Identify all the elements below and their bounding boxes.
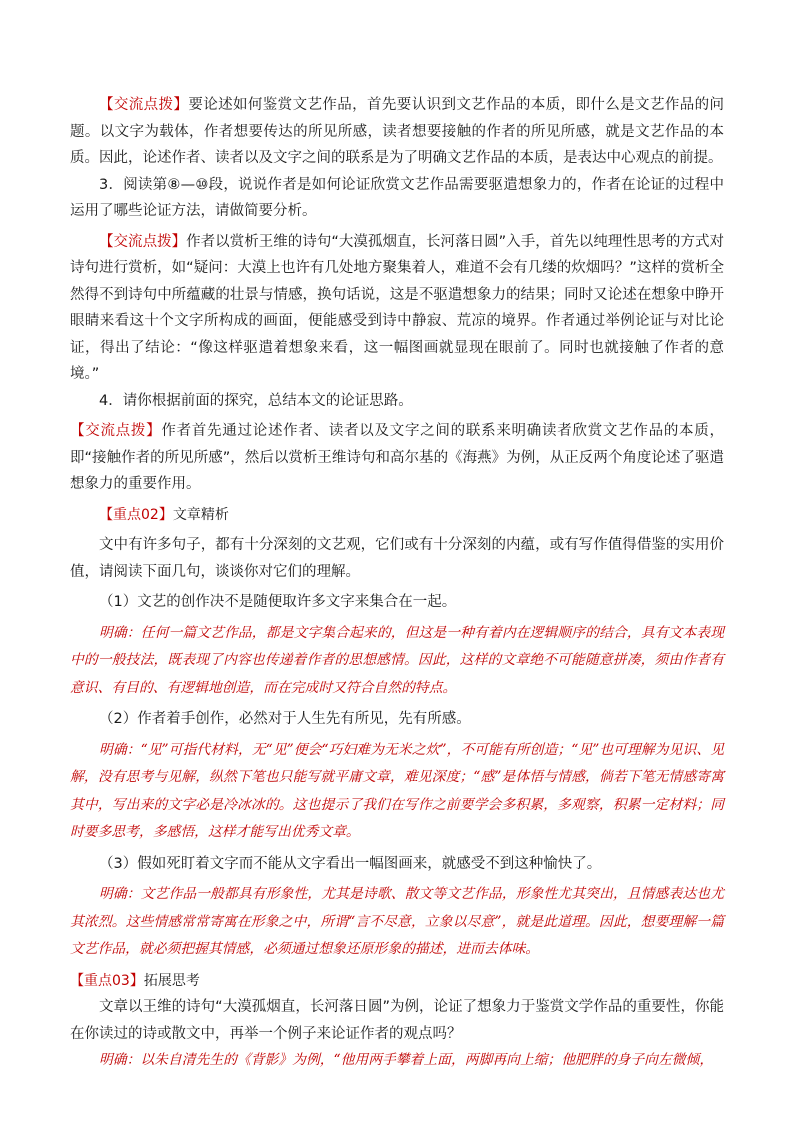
tip-tag: 【交流点拨】 [99, 233, 187, 250]
tip-tag: 【交流点拨】 [70, 423, 162, 439]
clarification-2: 明确：“见”可指代材料，无“见”便会“巧妇难为无米之炊”，不可能有所创造；“见”也可理解为见识、见解，没有思考与见解，纵然下笔也只能写就平庸文章，难见深度；“感”是体悟与情感，倘若下笔无情感寄寓其中，写出来的文字必是冷冰冰的。这也提示了我们在写作之前要学会多积累，多观察，积累一定材料；同时要多思考，多感悟，这样才能写出优秀文章。 [70, 741, 724, 840]
question-3: 3．阅读第⑧—⑩段，说说作者是如何论证欣赏文艺作品需要驱遣想象力的，作者在论证的过程中运用了哪些论证方法，请做简要分析。 [70, 176, 724, 219]
clarification-1: 明确：任何一篇文艺作品，都是文字集合起来的，但这是一种有着内在逻辑顺序的结合，具有文本表现中的一般技法，既表现了内容也传递着作者的思想感情。因此，这样的文章绝不可能随意拼凑，须由作者有意识、有目的、有逻辑地创造，而在完成时又符合自然的特点。 [70, 624, 724, 696]
tip-tag: 【交流点拨】 [99, 97, 189, 113]
sentence-1: （1）文艺的创作决不是随便取许多文字来集合在一起。 [99, 594, 457, 610]
answer-paragraph-4: 【交流点拨】作者首先通过论述作者、读者以及文字之间的联系来明确读者欣赏文艺作品的本质，即“接触作者的所见所感”，然后以赏析王维诗句和高尔基的《海燕》为例，从正反两个角度论述了驱遣想象力的重要作用。 [70, 423, 724, 492]
section-heading-02: 【重点02】文章精析 [99, 506, 229, 523]
question-4: 4．请你根据前面的探究，总结本文的论证思路。 [99, 392, 413, 409]
section-tag: 【重点02】 [99, 506, 173, 523]
extension-question: 文章以王维的诗句“大漠孤烟直，长河落日圆”为例，论证了想象力于鉴赏文学作品的重要性，你能在你读过的诗或散文中，再举一个例子来论证作者的观点吗？ [70, 999, 724, 1042]
sentence-2: （2）作者着手创作，必然对于人生先有所见，先有所感。 [99, 711, 471, 727]
sentence-3: （3）假如死盯着文字而不能从文字看出一幅图画来，就感受不到这种愉快了。 [99, 855, 602, 872]
clarification-3: 明确：文艺作品一般都具有形象性，尤其是诗歌、散文等文艺作品，形象性尤其突出，且情感表达也尤其浓烈。这些情感常常寄寓在形象之中，所谓“言不尽意，立象以尽意”，就是此道理。因此，想要理解一篇文艺作品，就必须把握其情感，必须通过想象还原形象的描述，进而去体味。 [70, 886, 724, 957]
answer-paragraph-1: 【交流点拨】要论述如何鉴赏文艺作品，首先要认识到文艺作品的本质，即什么是文艺作品的问题。以文字为载体，作者想要传达的所见所感，读者想要接触的作者的所见所感，就是文艺作品的本质。因此，论述作者、读者以及文字之间的联系是为了明确文艺作品的本质，是表达中心观点的前提。 [70, 97, 724, 166]
answer-paragraph-3: 【交流点拨】作者以赏析王维的诗句“大漠孤烟直，长河落日圆”入手，首先以纯理性思考的方式对诗句进行赏析，如“疑问：大漠上也许有几处地方聚集着人，难道不会有几缕的炊烟吗？”这样的赏析全然得不到诗句中所蕴藏的壮景与情感，换句话说，这是不驱遣想象力的结果；同时又论述在想象中睁开眼睛来看这十个文字所构成的画面，便能感受到诗中静寂、荒凉的境界。作者通过举例论证与对比论证，得出了结论：“像这样驱遣着想象来看，这一幅图画就显现在眼前了。同时也就接触了作者的意境。” [70, 233, 724, 382]
section-heading-03: 【重点03】拓展思考 [70, 972, 200, 989]
clarification-4: 明确：以朱自清先生的《背影》为例，“他用两手攀着上面，两脚再向上缩；他肥胖的身子向左微倾， [99, 1052, 714, 1068]
section-tag: 【重点03】 [70, 972, 144, 989]
document-body [70, 92, 724, 1075]
section-intro: 文中有许多句子，都有十分深刻的文艺观，它们或有十分深刻的内蕴，或有写作值得借鉴的实用价值，请阅读下面几句，谈谈你对它们的理解。 [70, 537, 724, 580]
